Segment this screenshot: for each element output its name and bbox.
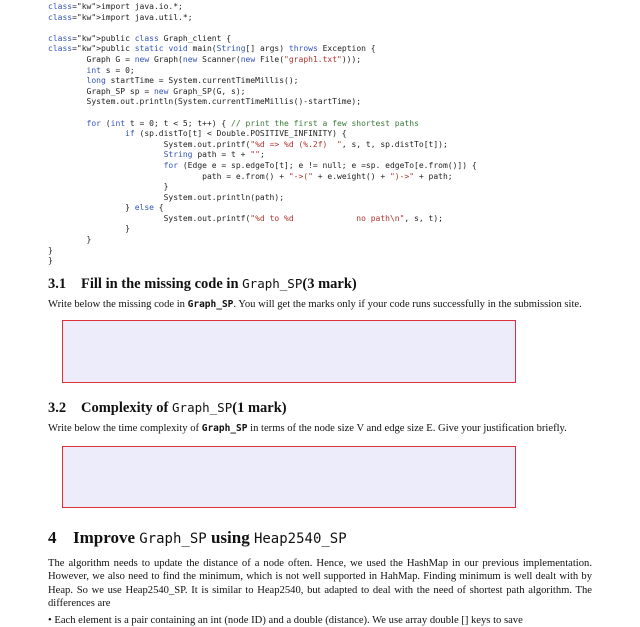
answer-box-3-2[interactable] <box>62 446 516 508</box>
section-3-2-heading: 3.2 Complexity of Graph_SP(1 mark) <box>48 400 287 416</box>
code-line: Graph G = new Graph(new Scanner(new File("graph1.txt"))); <box>48 54 362 64</box>
code-line: } <box>48 182 169 192</box>
code-line: } else { <box>48 203 164 213</box>
answer-box-3-1[interactable] <box>62 320 516 383</box>
code-line: System.out.printf("%d to %d no path\n", s, t); <box>48 213 443 223</box>
code-line: class="kw">import java.util.*; <box>48 12 193 22</box>
section-4-body: The algorithm needs to update the distance of a node often. Hence, we used the HashMap in our previous implementation. However, we also need to find the minimum, which is not well supported in HahMap. Finding minimum is well dealt with by Heap. So we use Heap2540_SP. It is similar to Heap2540, but adapted to deal with the need of shortest path algorithm. The differences are <box>48 558 592 610</box>
code-line: for (int t = 0; t < 5; t++) { // print the first a few shortest paths <box>86 118 419 128</box>
section-4-bullet-cutoff: • Each element is a pair containing an int (node ID) and a double (distance). We use array double [] keys to save <box>48 615 523 626</box>
code-line: class="kw">import java.io.*; <box>48 2 183 11</box>
code-line: } <box>48 256 53 266</box>
code-line: System.out.println(System.currentTimeMillis()-startTime); <box>48 97 362 107</box>
code-listing <box>48 2 477 267</box>
code-line: String path = t + ""; <box>163 150 265 160</box>
code-line: long startTime = System.currentTimeMillis(); <box>86 76 299 86</box>
code-line: class="kw">public class Graph_client { <box>48 33 232 43</box>
section-3-1-heading: 3.1 Fill in the missing code in Graph_SP(3 mark) <box>48 276 357 292</box>
code-line <box>48 108 477 119</box>
section-3-1-instructions: Write below the missing code in Graph_SP. You will get the marks only if your code runs successfully in the submission site. <box>48 299 582 310</box>
code-line: } <box>48 245 53 255</box>
code-line: for (Edge e = sp.edgeTo[t]; e != null; e =sp. edgeTo[e.from()]) { <box>163 160 477 170</box>
code-line: path = e.from() + "->(" + e.weight() + ")->" + path; <box>48 171 453 181</box>
code-line: Graph_SP sp = new Graph_SP(G, s); <box>48 86 246 96</box>
section-3-2-instructions: Write below the time complexity of Graph_SP in terms of the node size V and edge size E. Give your justification briefly. <box>48 423 567 434</box>
code-line: } <box>48 224 130 234</box>
code-line: if (sp.distTo[t] < Double.POSITIVE_INFINITY) { <box>125 129 347 139</box>
code-line <box>48 23 477 34</box>
code-line: int s = 0; <box>86 65 135 75</box>
section-4-heading: 4 Improve Graph_SP using Heap2540_SP <box>48 528 347 547</box>
code-line: } <box>48 235 92 245</box>
code-line: class="kw">public static void main(String[] args) throws Exception { <box>48 44 376 54</box>
code-line: System.out.println(path); <box>48 192 285 202</box>
code-line: System.out.printf("%d => %d (%.2f) ", s, t, sp.distTo[t]); <box>48 139 448 149</box>
